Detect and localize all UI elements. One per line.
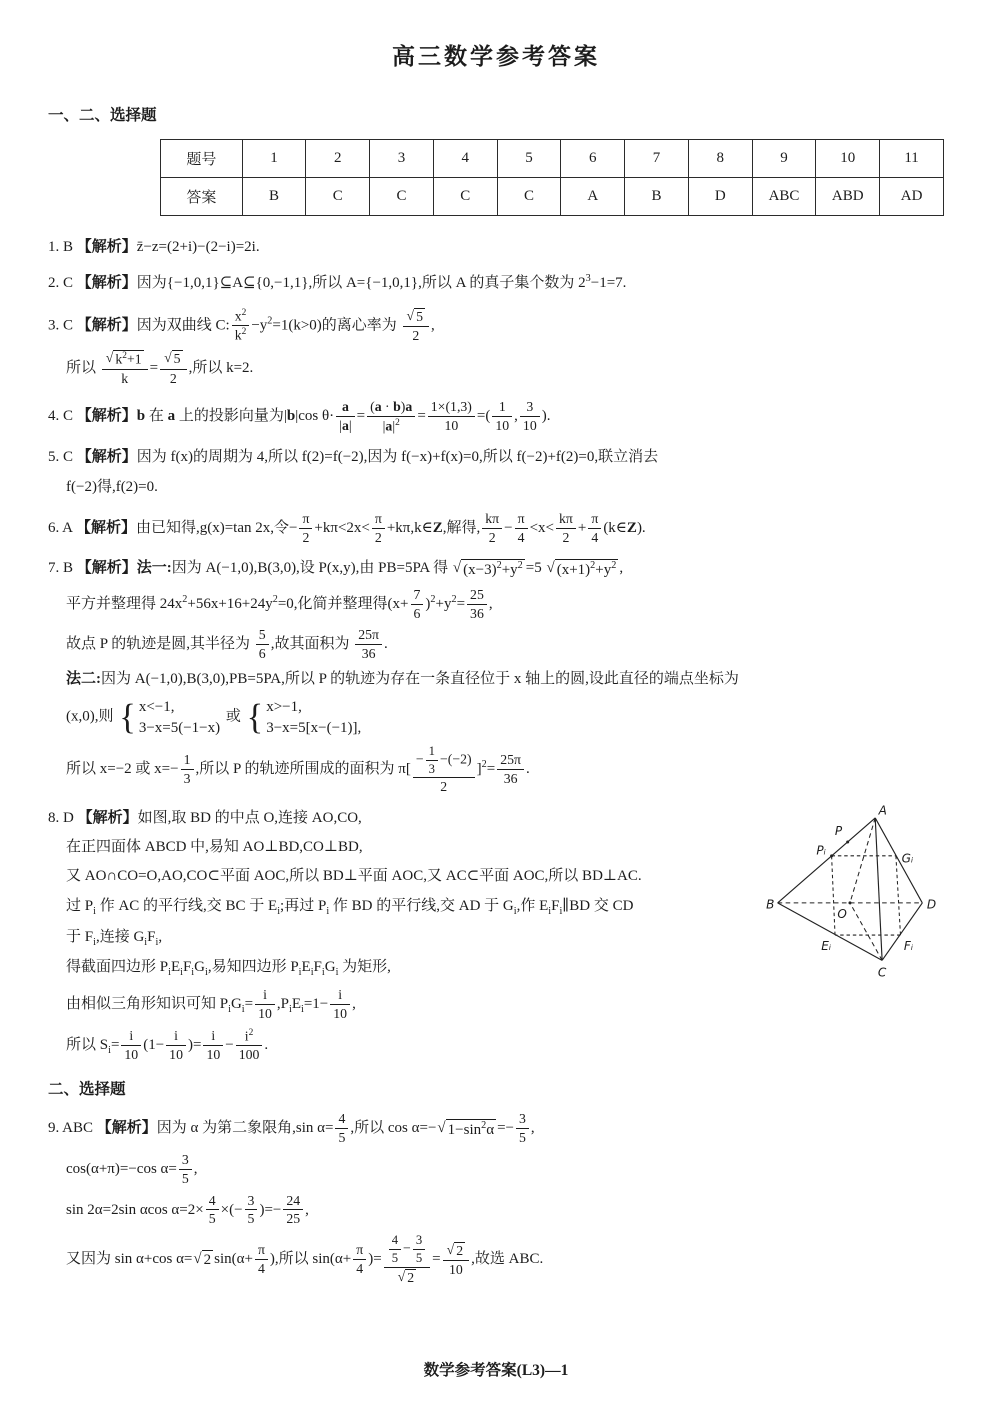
solution-line: 又因为 sin α+cos α= √ 2 sin(α+ $\frac{\pi}{4}$ ),所以 sin(α+ $\frac{\pi}{4}$ )= $\frac{4}{5}$ − $\frac{3}{5}$ √ 2 = √ 2 10 ,故选 ABC. (66, 1233, 544, 1285)
solution-2 (48, 265, 944, 301)
solution-line: 5. C 【解析】因为 f(x)的周期为 4,所以 f(2)=f(−2),因为 f(−x)+f(x)=0,所以 f(−2)+f(2)=0,联立消去 (48, 449, 659, 466)
tetrahedron-figure (766, 803, 950, 981)
qnum-cell: 3 (370, 140, 434, 178)
qnum-cell: 6 (561, 140, 625, 178)
answer-cell: B (625, 178, 689, 216)
answer-row (161, 178, 944, 216)
figure-section-rectangle (832, 856, 901, 935)
solution-5 (48, 440, 944, 505)
answer-cell: D (688, 178, 752, 216)
figure-label-Fi: Fᵢ (903, 938, 914, 953)
solution-line: 由相似三角形知识可知 $P_iG_i=$ $\frac{i}{10}$ $,P_iE_i=1-$ $\frac{i}{10}$ , (66, 987, 356, 1022)
answer-cell: B (242, 178, 306, 216)
solution-line: 平方并整理得 $24x^2+56x+16+24y^2=0$,化简并整理得(x+ $\frac{7}{6}$ )$^2+y^2=$ $\frac{25}{36}$ , (66, 586, 493, 621)
solution-6 (48, 505, 944, 552)
solution-line: cos(α+π)=−cos α= $\frac{3}{5}$ , (66, 1151, 198, 1186)
qnum-cell: 11 (880, 140, 944, 178)
qnum-cell: 9 (752, 140, 816, 178)
answer-cell: C (433, 178, 497, 216)
solution-line: 所以 x=−2 或 x=− $\frac{1}{3}$ ,所以 P 的轨迹所围成的面积为 π[ − $\frac{1}{3}$ −(−2) 2 ]$^2$= $\frac{25\pi}{36}$ . (66, 743, 530, 795)
figure-label-A: A (878, 803, 887, 818)
answer-cell: C (306, 178, 370, 216)
solution-3 (48, 302, 944, 393)
solution-7 (48, 551, 944, 800)
solution-line: 过 $P_i$ 作 AC 的平行线,交 BC 于 $E_i$;再过 $P_i$ 作 BD 的平行线,交 AD 于 $G_i$,作 $E_iF_i\parallel BD$ 交 CD (66, 897, 634, 917)
solution-8 (48, 807, 760, 1063)
qnum-cell: 8 (688, 140, 752, 178)
answer-cell: C (370, 178, 434, 216)
solution-8-row (48, 801, 944, 1069)
solution-line: 得截面四边形 $P_iE_iF_iG_i$,易知四边形 $P_iE_iF_iG_i$ 为矩形, (66, 959, 391, 979)
qnum-cell: 2 (306, 140, 370, 178)
solution-line: 所以 $S_i=$ $\frac{i}{10}$ (1− $\frac{i}{10}$ )= $\frac{i}{10}$ − $\frac{i^2}{100}$ . (66, 1027, 269, 1063)
solution-line: f(−2)得,f(2)=0. (66, 478, 158, 495)
solution-line: 故点 P 的轨迹是圆,其半径为 $\frac{5}{6}$ ,故其面积为 $\frac{25\pi}{36}$ . (66, 627, 388, 662)
answer-cell: A (561, 178, 625, 216)
solution-line: (x,0),则 { x<−1, 3−x=5(−1−x) 或 { x>−1, 3−x=5[x−(−1)], (66, 697, 362, 738)
qnum-cell: 7 (625, 140, 689, 178)
solution-line: 又 AO∩CO=O,AO,CO⊂平面 AOC,所以 BD⊥平面 AOC,又 AC⊂平面 AOC,所以 BD⊥AC. (66, 868, 642, 885)
solution-line: 法二:因为 A(−1,0),B(3,0),PB=5PA,所以 P 的轨迹为存在一条直径位于 x 轴上的圆,设此直径的端点坐标为 (66, 671, 739, 688)
section-choice-header: 一、二、选择题 (48, 107, 157, 124)
figure-solid-edges (778, 818, 923, 960)
answer-cell: AD (880, 178, 944, 216)
solution-line: 在正四面体 ABCD 中,易知 AO⊥BD,CO⊥BD, (66, 839, 363, 856)
solution-line: 8. D 【解析】如图,取 BD 的中点 O,连接 AO,CO, (48, 809, 362, 826)
solution-4 (48, 393, 944, 440)
answer-header: 答案 (161, 178, 243, 216)
section-multichoice-header: 二、选择题 (48, 1081, 126, 1099)
answer-table (160, 139, 944, 216)
figure-label-Ei: Eᵢ (821, 938, 832, 953)
solution-9 (48, 1105, 944, 1292)
figure-label-P: P (834, 824, 843, 839)
answer-cell: ABC (752, 178, 816, 216)
figure-label-B: B (766, 897, 775, 912)
solution-line: sin 2α=2sin αcos α=2× $\frac{4}{5}$ ×(− $\frac{3}{5}$ )=− $\frac{24}{25}$ , (66, 1192, 309, 1227)
figure-label-Gi: Gᵢ (901, 851, 914, 866)
solution-line: 4. C 【解析】b 在 a 上的投影向量为|b|cos θ· $\frac{a}{|a|}$ = $\frac{(a \cdot b)a}{|a|^2}$ = $\frac{1\times(1,3)}{10}$ =( $\frac{1}{10}$ , $\frac{3}{10}$ ). (48, 398, 551, 434)
solution-line: 7. B 【解析】法一:因为 A(−1,0),B(3,0),设 P(x,y),由 PB=5PA 得 √ $(x-3)^2+y^2$ =5 √ $(x+1)^2+y^2$ , (48, 560, 624, 579)
figure-label-O: O (837, 906, 847, 921)
qnum-cell: 1 (242, 140, 306, 178)
answer-cell: C (497, 178, 561, 216)
page-title: 高三数学参考答案 (392, 44, 600, 69)
figure-label-C: C (877, 965, 887, 980)
solution-line: 于 $F_i$,连接 $G_iF_i$, (66, 928, 163, 948)
solution-1 (48, 230, 944, 265)
solution-line: 2. C 【解析】因为{−1,0,1}⊆A⊆{0,−1,1},所以 A={−1,0,1},所以 A 的真子集个数为 $2^3-1=7$. (48, 273, 627, 292)
qnum-cell: 5 (497, 140, 561, 178)
figure-label-D: D (926, 897, 937, 912)
qnum-row (161, 140, 944, 178)
qnum-header: 题号 (161, 140, 243, 178)
page-footer: 数学参考答案(L3)—1 (423, 1362, 569, 1379)
answer-cell: ABD (816, 178, 880, 216)
solution-line: 6. A 【解析】由已知得,g(x)=tan 2x,令− $\frac{\pi}{2}$ +kπ<2x< $\frac{\pi}{2}$ +kπ,k∈Z,解得, $\frac{k\pi}{2}$ − $\frac{\pi}{4}$ <x< $\frac{k\pi}{2}$ + $\frac{\pi}{4}$ (k∈Z). (48, 510, 646, 545)
qnum-cell: 10 (816, 140, 880, 178)
solution-line: 3. C 【解析】因为双曲线 C: $\frac{x^2}{k^2}$ $-y^2=1(k>0)$的离心率为 √ 5 2 , (48, 307, 435, 344)
qnum-cell: 4 (433, 140, 497, 178)
solution-line: 所以 √ $k^2+1$ k = √ 5 2 ,所以 k=2. (66, 349, 254, 387)
solution-line: 9. ABC 【解析】因为 α 为第二象限角,sin α= $\frac{4}{5}$ ,所以 cos α=− √ $1-\sin^2\alpha$ =− $\frac{3}{5}$ , (48, 1111, 535, 1146)
figure-label-Pi: Pᵢ (816, 843, 826, 858)
solution-line: 1. B 【解析】z̄−z=(2+i)−(2−i)=2i. (48, 239, 260, 255)
